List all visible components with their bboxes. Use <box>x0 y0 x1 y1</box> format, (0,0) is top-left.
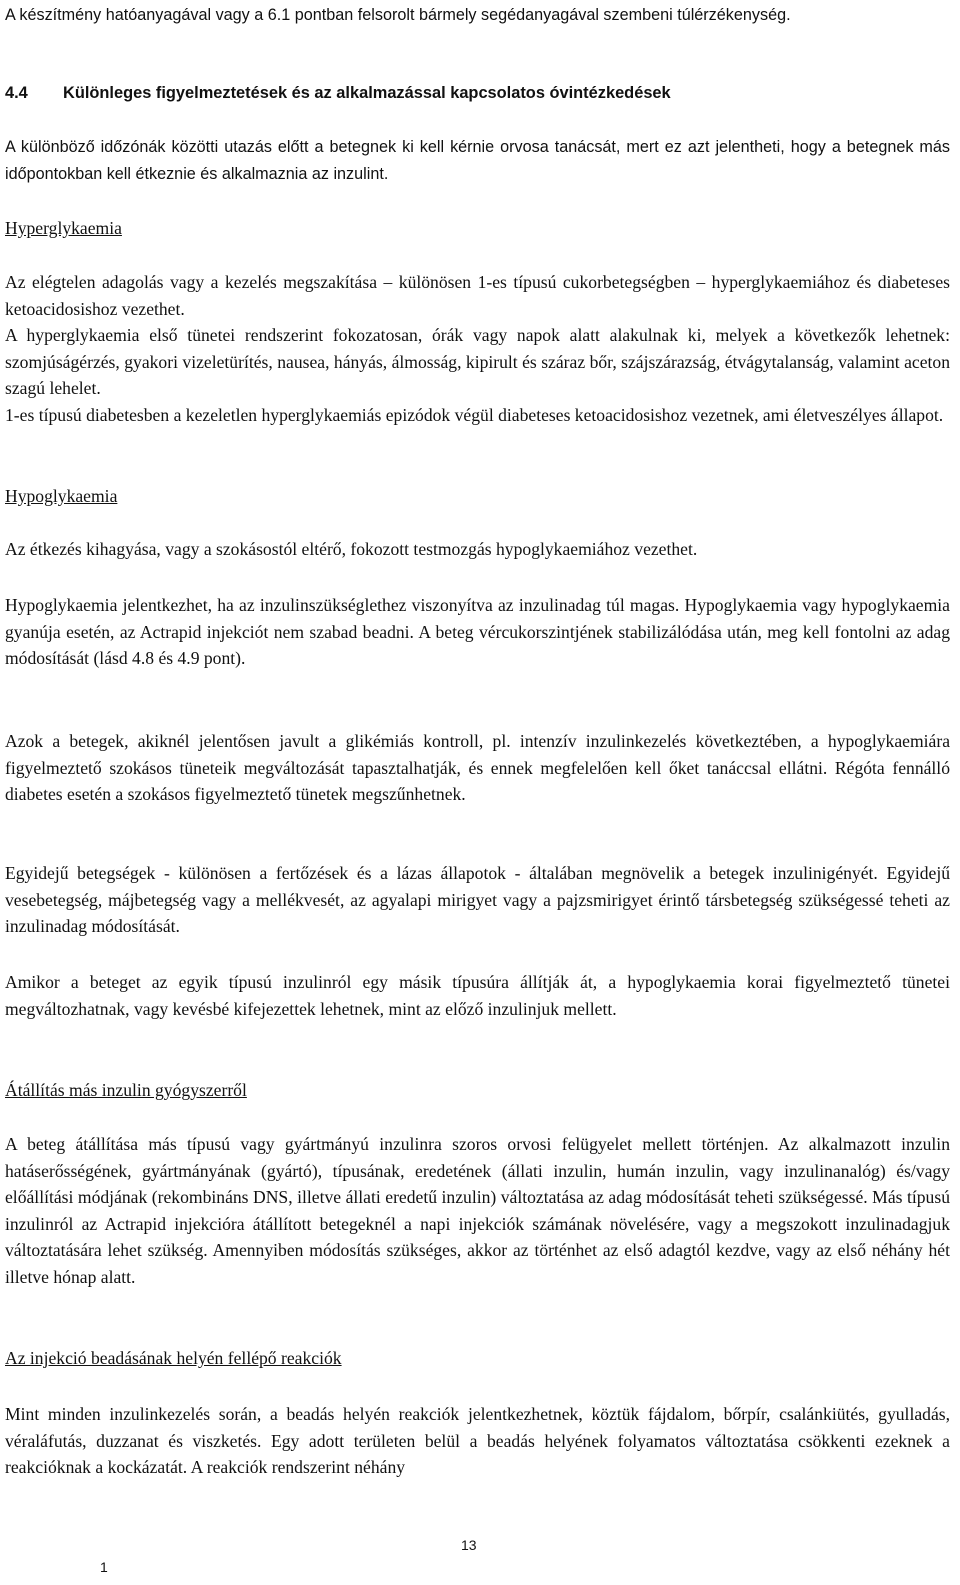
hypoglykaemia-paragraph-4: Egyidejű betegségek - különösen a fertőzések és a lázas állapotok - általában megnövelik a betegek inzulinigényét. Egyidejű vesebetegség, májbetegség vagy a mellékvesét, az agyalapi mirigyet vagy a pajzsmirigyet érintő társbetegség szükségessé teheti az inzulinadag módosítását. <box>5 863 950 937</box>
hypoglykaemia-paragraph-2: Hypoglykaemia jelentkezhet, ha az inzulinszükséglethez viszonyítva az inzulinadag túl magas. Hypoglykaemia vagy hypoglykaemia gyanúja esetén, az Actrapid injekciót nem szabad beadni. A beteg vércukorszintjének stabilizálódása után, meg kell fontolni az adag módosítását (lásd 4.8 és 4.9 pont). <box>5 595 950 669</box>
section-title: Különleges figyelmeztetések és az alkalmazással kapcsolatos óvintézkedések <box>63 84 671 102</box>
page-number: 13 <box>461 1537 477 1553</box>
hyperglykaemia-heading: Hyperglykaemia <box>5 218 122 238</box>
hypoglykaemia-paragraph-1: Az étkezés kihagyása, vagy a szokásostól eltérő, fokozott testmozgás hypoglykaemiához vezethet. <box>5 539 698 559</box>
switching-paragraph: A beteg átállítása más típusú vagy gyártmányú inzulinra szoros orvosi felügyelet mellett történjen. Az alkalmazott inzulin hatáserősségének, gyártmányának (gyártó), típusának, eredetének (állati inzulin, humán inzulin, vagy inzulinanalóg) és/vagy előállítási módjának (rekombináns DNS, illetve állati eredetű inzulin) változtatása az adag módosítását teheti szükségessé. Más típusú inzulinról az Actrapid injekcióra átállított betegeknél a napi injekciók számának növelésére, vagy a megszokott inzulinadagjuk változtatására lehet szükség. Amennyiben módosítás szükséges, akkor az történhet az első adagtól kezdve, vagy az első néhány hét illetve hónap alatt. <box>5 1134 950 1287</box>
section-heading <box>5 80 950 107</box>
hyperglykaemia-paragraph-2: A hyperglykaemia első tünetei rendszerint fokozatosan, órák vagy napok alatt alakulnak ki, melyek a következők lehetnek: szomjúságérzés, gyakori vizeletürítés, nausea, hányás, álmosság, kipirult és száraz bőr, szájszárazság, étvágytalanság, valamint aceton szagú lehelet. <box>5 325 950 399</box>
hypoglykaemia-paragraph-5: Amikor a beteget az egyik típusú inzulinról egy másik típusúra állítják át, a hypoglykaemia korai figyelmeztető tünetei megváltozhatnak, vagy kevésbé kifejezettek lehetnek, mint az előző inzulinjuk mellett. <box>5 972 950 1019</box>
footer-small-number: 1 <box>100 1559 108 1575</box>
switching-heading: Átállítás más inzulin gyógyszerről <box>5 1080 247 1100</box>
hypoglykaemia-heading: Hypoglykaemia <box>5 486 118 506</box>
injection-site-paragraph: Mint minden inzulinkezelés során, a beadás helyén reakciók jelentkezhetnek, köztük fájdalom, bőrpír, csalánkiütés, gyulladás, véraláfutás, duzzanat és viszketés. Egy adott területen belül a beadás helyének folyamatos változtatása csökkenti ezeknek a reakcióknak a kockázatát. A reakciók rendszerint néhány <box>5 1404 950 1478</box>
hypoglykaemia-paragraph-3: Azok a betegek, akiknél jelentősen javult a glikémiás kontroll, pl. intenzív inzulinkezelés következtében, a hypoglykaemiára figyelmeztető szokásos tüneteik megváltozását tapasztalhatják, és ennek megfelelően kell őket tanáccsal ellátni. Régóta fennálló diabetes esetén a szokásos figyelmeztető tünetek megszűnhetnek. <box>5 731 950 805</box>
section-number: 4.4 <box>5 84 28 102</box>
hyperglykaemia-paragraph-1: Az elégtelen adagolás vagy a kezelés megszakítása – különösen 1-es típusú cukorbetegségben – hyperglykaemiához és diabeteses ketoacidosishoz vezethet. <box>5 272 950 319</box>
travel-paragraph: A különböző időzónák közötti utazás előtt a betegnek ki kell kérnie orvosa tanácsát, mert ez azt jelentheti, hogy a betegnek más időpontokban kell étkeznie és alkalmaznia az inzulint. <box>5 138 950 183</box>
hyperglykaemia-paragraph-3: 1-es típusú diabetesben a kezeletlen hyperglykaemiás epizódok végül diabeteses ketoacidosishoz vezetnek, ami életveszélyes állapot. <box>5 405 944 425</box>
intro-paragraph: A készítmény hatóanyagával vagy a 6.1 pontban felsorolt bármely segédanyagával szembeni túlérzékenység. <box>5 6 791 24</box>
injection-site-heading: Az injekció beadásának helyén fellépő reakciók <box>5 1348 342 1368</box>
